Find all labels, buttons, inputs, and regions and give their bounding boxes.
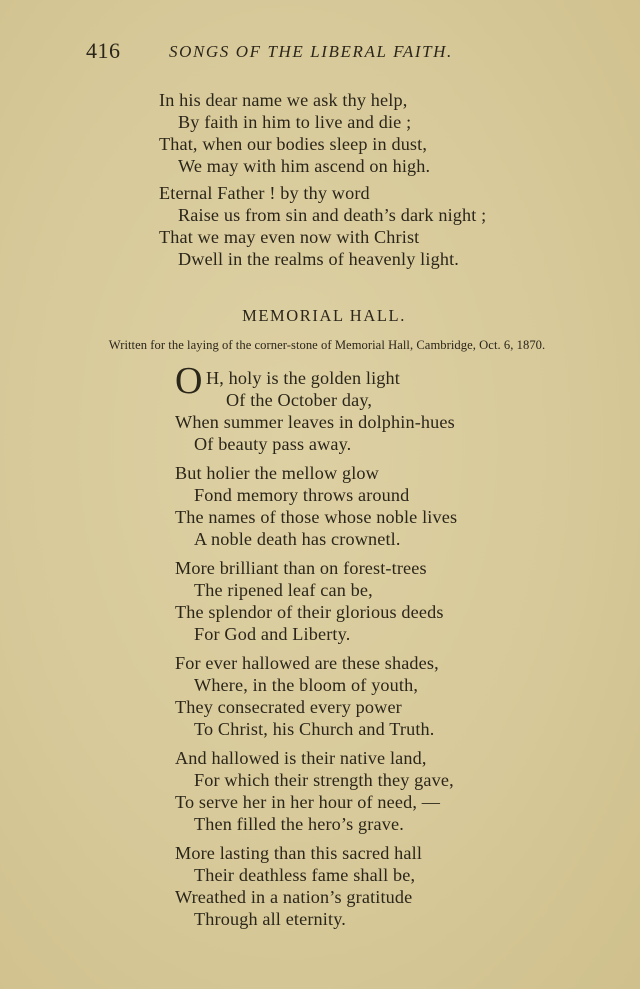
poem-stanza-6 bbox=[175, 842, 422, 930]
verse-line: H, holy is the golden light bbox=[206, 368, 400, 388]
page-number: 416 bbox=[86, 38, 121, 63]
preceding-stanza-1 bbox=[159, 89, 430, 177]
verse-line: For God and Liberty. bbox=[194, 624, 351, 644]
verse-line: We may with him ascend on high. bbox=[178, 156, 431, 176]
verse-line: In his dear name we ask thy help, bbox=[159, 90, 408, 110]
verse-line: The ripened leaf can be, bbox=[194, 580, 373, 600]
verse-line: Of beauty pass away. bbox=[194, 434, 352, 454]
verse-line: Raise us from sin and death’s dark night ; bbox=[178, 205, 487, 225]
verse-line: The names of those whose noble lives bbox=[175, 507, 458, 527]
verse-line: A noble death has crownetl. bbox=[194, 529, 401, 549]
poem-stanza-2 bbox=[175, 462, 457, 550]
verse-line: Dwell in the realms of heavenly light. bbox=[178, 249, 459, 269]
verse-line: To Christ, his Church and Truth. bbox=[194, 719, 435, 739]
verse-line: By faith in him to live and die ; bbox=[178, 112, 412, 132]
poem-stanza-3 bbox=[175, 557, 444, 645]
verse-line: Through all eternity. bbox=[194, 909, 346, 929]
verse-line: Then filled the hero’s grave. bbox=[194, 814, 404, 834]
running-title: SONGS OF THE LIBERAL FAITH. bbox=[169, 42, 453, 61]
verse-line: When summer leaves in dolphin-hues bbox=[175, 412, 455, 432]
verse-line: For which their strength they gave, bbox=[194, 770, 454, 790]
verse-line: More lasting than this sacred hall bbox=[175, 843, 423, 863]
verse-line: Of the October day, bbox=[226, 390, 373, 410]
verse-line: More brilliant than on forest-trees bbox=[175, 558, 427, 578]
poem-stanza-5 bbox=[175, 747, 454, 835]
verse-line: But holier the mellow glow bbox=[175, 463, 379, 483]
verse-line: That, when our bodies sleep in dust, bbox=[159, 134, 428, 154]
verse-line: Wreathed in a nation’s gratitude bbox=[175, 887, 413, 907]
verse-line: Eternal Father ! by thy word bbox=[159, 183, 370, 203]
preceding-stanza-2 bbox=[159, 182, 486, 270]
verse-line: Where, in the bloom of youth, bbox=[194, 675, 419, 695]
verse-line: For ever hallowed are these shades, bbox=[175, 653, 439, 673]
verse-line: They consecrated every power bbox=[175, 697, 402, 717]
poem-stanza-4 bbox=[175, 652, 439, 740]
verse-line: That we may even now with Christ bbox=[159, 227, 420, 247]
verse-line: The splendor of their glorious deeds bbox=[175, 602, 444, 622]
verse-line: Fond memory throws around bbox=[194, 485, 410, 505]
drop-cap: O bbox=[175, 360, 203, 402]
poem-subtitle: Written for the laying of the corner-stone of Memorial Hall, Cambridge, Oct. 6, 1870. bbox=[108, 338, 546, 352]
poem-stanza-1 bbox=[175, 367, 455, 455]
running-head bbox=[86, 36, 566, 66]
verse-line: Their deathless fame shall be, bbox=[194, 865, 416, 885]
verse-line: And hallowed is their native land, bbox=[175, 748, 427, 768]
poem-title: MEMORIAL HALL. bbox=[242, 306, 406, 325]
verse-line: To serve her in her hour of need, — bbox=[175, 792, 441, 812]
